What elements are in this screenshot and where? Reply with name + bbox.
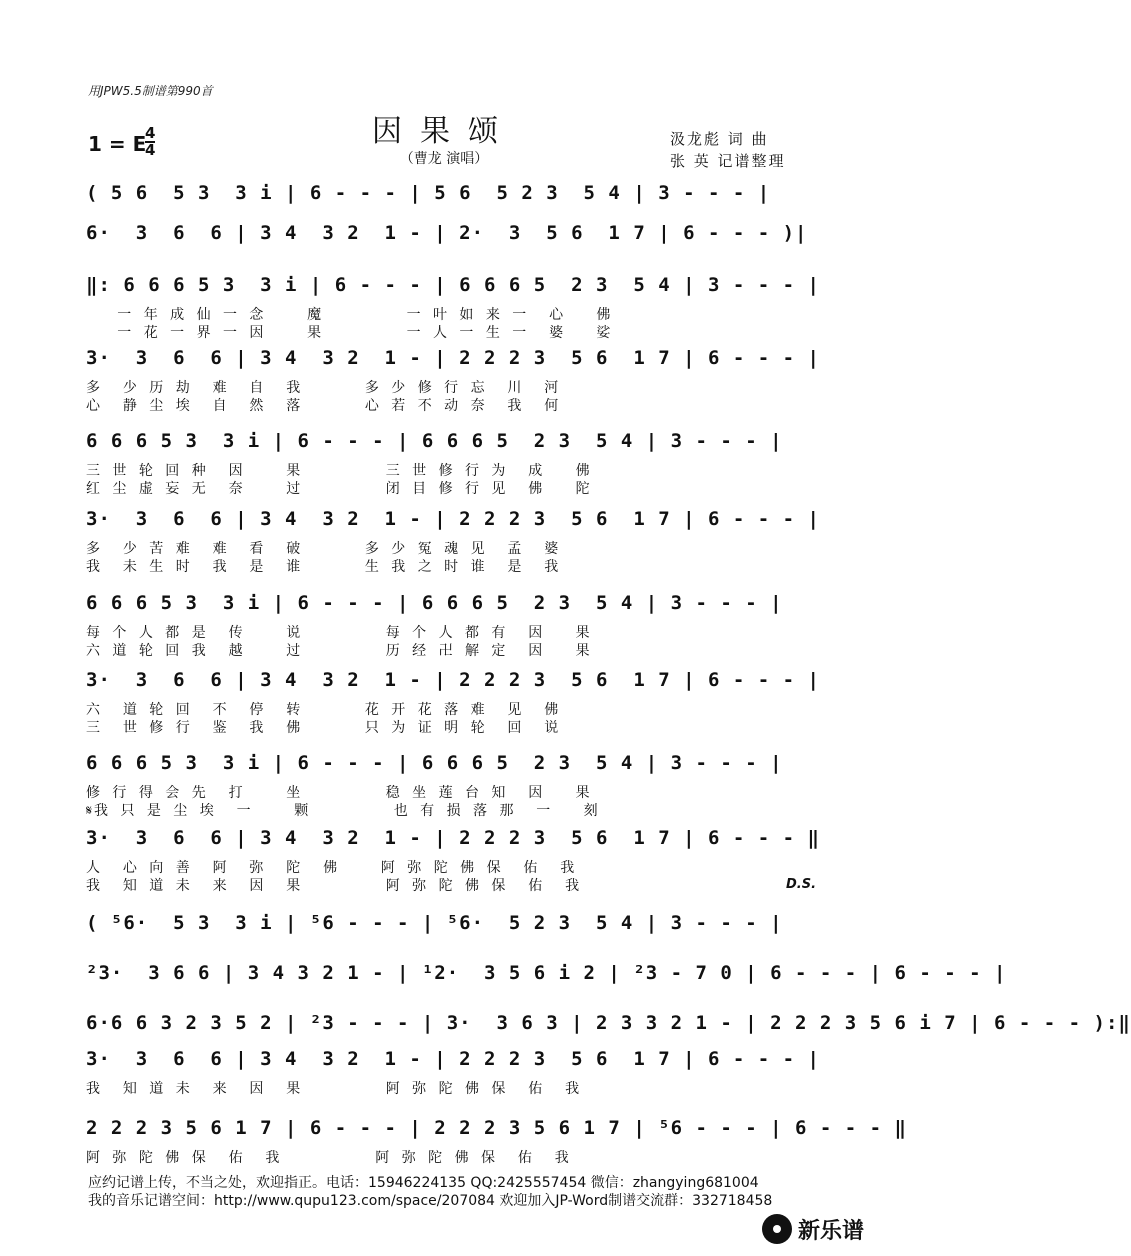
lyric-line: 我 未 生 时 我 是 谁 生 我 之 时 谁 是 我 — [86, 559, 561, 575]
singer-credit: （曹龙 演唱） — [399, 151, 489, 167]
lyric-line: 六 道 轮 回 我 越 过 历 经 卍 解 定 因 果 — [86, 643, 592, 659]
lyric-line: 六 道 轮 回 不 停 转 花 开 花 落 难 见 佛 — [86, 702, 561, 718]
software-note: 用JPW5.5制谱第990首 — [88, 84, 213, 98]
lyric-line: 阿 弥 陀 佛 保 佑 我 阿 弥 陀 佛 保 佑 我 — [86, 1150, 571, 1166]
notation-line: 3· 3 6 6 | 3 4 3 2 1 - | 2 2 2 3 5 6 1 7 | 6 - - - | — [86, 669, 820, 691]
footer-contact: 应约记谱上传，不当之处，欢迎指正。电话：15946224135 QQ:2425557454 微信：zhangying681004 — [88, 1175, 759, 1191]
notation-line: 6 6 6 5 3 3 i | 6 - - - | 6 6 6 5 2 3 5 4 | 3 - - - | — [86, 592, 783, 614]
footer-space: 我的音乐记谱空间：http://www.qupu123.com/space/207084 欢迎加入JP-Word制谱交流群：332718458 — [88, 1193, 773, 1209]
lyric-line: 三 世 修 行 鉴 我 佛 只 为 证 明 轮 回 说 — [86, 720, 561, 736]
notation-line: 6· 3 6 6 | 3 4 3 2 1 - | 2· 3 5 6 1 7 | 6 - - - )| — [86, 222, 808, 244]
notation-line: ‖: 6 6 6 5 3 3 i | 6 - - - | 6 6 6 5 2 3 5 4 | 3 - - - | — [86, 274, 820, 296]
lyric-line: 我 知 道 未 来 因 果 阿 弥 陀 佛 保 佑 我 — [86, 1081, 582, 1097]
notation-line: 3· 3 6 6 | 3 4 3 2 1 - | 2 2 2 3 5 6 1 7 | 6 - - - | — [86, 1048, 820, 1070]
song-title: 因果颂 — [372, 114, 516, 149]
lyric-line: 每 个 人 都 是 传 说 每 个 人 都 有 因 果 — [86, 625, 592, 641]
lyric-line: 心 静 尘 埃 自 然 落 心 若 不 动 奈 我 何 — [86, 398, 561, 414]
lyric-line: 三 世 轮 回 种 因 果 三 世 修 行 为 成 佛 — [86, 463, 592, 479]
lyric-line: 一 花 一 界 一 因 果 一 人 一 生 一 婆 娑 — [86, 325, 613, 341]
notation-line: ( 5 6 5 3 3 i | 6 - - - | 5 6 5 2 3 5 4 | 3 - - - | — [86, 182, 771, 204]
ds-mark: D.S. — [786, 877, 817, 892]
lyric-line: 修 行 得 会 先 打 坐 稳 坐 莲 台 知 因 果 — [86, 785, 592, 801]
notation-line: ²3· 3 6 6 | 3 4 3 2 1 - | ¹2· 3 5 6 i 2 | ²3 - 7 0 | 6 - - - | 6 - - - | — [86, 962, 1007, 984]
record-disc-icon — [762, 1214, 792, 1244]
notation-line: 3· 3 6 6 | 3 4 3 2 1 - | 2 2 2 3 5 6 1 7 | 6 - - - | — [86, 347, 820, 369]
lyric-line: 人 心 向 善 阿 弥 陀 佛 阿 弥 陀 佛 保 佑 我 — [86, 860, 577, 876]
notation-line: 6·6 6 3 2 3 5 2 | ²3 - - - | 3· 3 6 3 | 2 3 3 2 1 - | 2 2 2 3 5 6 i 7 | 6 - - - ):‖ — [86, 1012, 1131, 1034]
lyric-line: 一 年 成 仙 一 念 魔 一 叶 如 来 一 心 佛 — [86, 307, 613, 323]
notation-line: 6 6 6 5 3 3 i | 6 - - - | 6 6 6 5 2 3 5 4 | 3 - - - | — [86, 752, 783, 774]
time-signature — [145, 126, 155, 158]
notation-line: 3· 3 6 6 | 3 4 3 2 1 - | 2 2 2 3 5 6 1 7 | 6 - - - | — [86, 508, 820, 530]
key-signature: 1 = E — [88, 132, 147, 156]
notation-line: 2 2 2 3 5 6 1 7 | 6 - - - | 2 2 2 3 5 6 1 7 | ⁵6 - - - | 6 - - - ‖ — [86, 1117, 907, 1139]
notation-credit: 张 英 记谱整理 — [670, 152, 786, 170]
meter-top: 4 — [145, 124, 156, 142]
logo-text: 新乐谱 — [798, 1218, 865, 1244]
lyric-line: 红 尘 虚 妄 无 奈 过 闭 目 修 行 见 佛 陀 — [86, 481, 592, 497]
lyric-line: 𝄋我 只 是 尘 埃 一 颗 也 有 损 落 那 一 刻 — [86, 803, 600, 819]
lyric-line: 多 少 苦 难 难 看 破 多 少 冤 魂 见 孟 婆 — [86, 541, 561, 557]
lyric-line: 多 少 历 劫 难 自 我 多 少 修 行 忘 川 河 — [86, 380, 561, 396]
notation-line: 6 6 6 5 3 3 i | 6 - - - | 6 6 6 5 2 3 5 4 | 3 - - - | — [86, 430, 783, 452]
notation-line: 3· 3 6 6 | 3 4 3 2 1 - | 2 2 2 3 5 6 1 7 | 6 - - - ‖ — [86, 827, 820, 849]
meter-bottom: 4 — [145, 141, 156, 159]
lyricist-composer: 汲龙彪 词 曲 — [670, 130, 769, 148]
site-logo — [762, 1212, 864, 1246]
lyric-line: 我 知 道 未 来 因 果 阿 弥 陀 佛 保 佑 我 — [86, 878, 582, 894]
notation-line: ( ⁵6· 5 3 3 i | ⁵6 - - - | ⁵6· 5 2 3 5 4 | 3 - - - | — [86, 912, 783, 934]
